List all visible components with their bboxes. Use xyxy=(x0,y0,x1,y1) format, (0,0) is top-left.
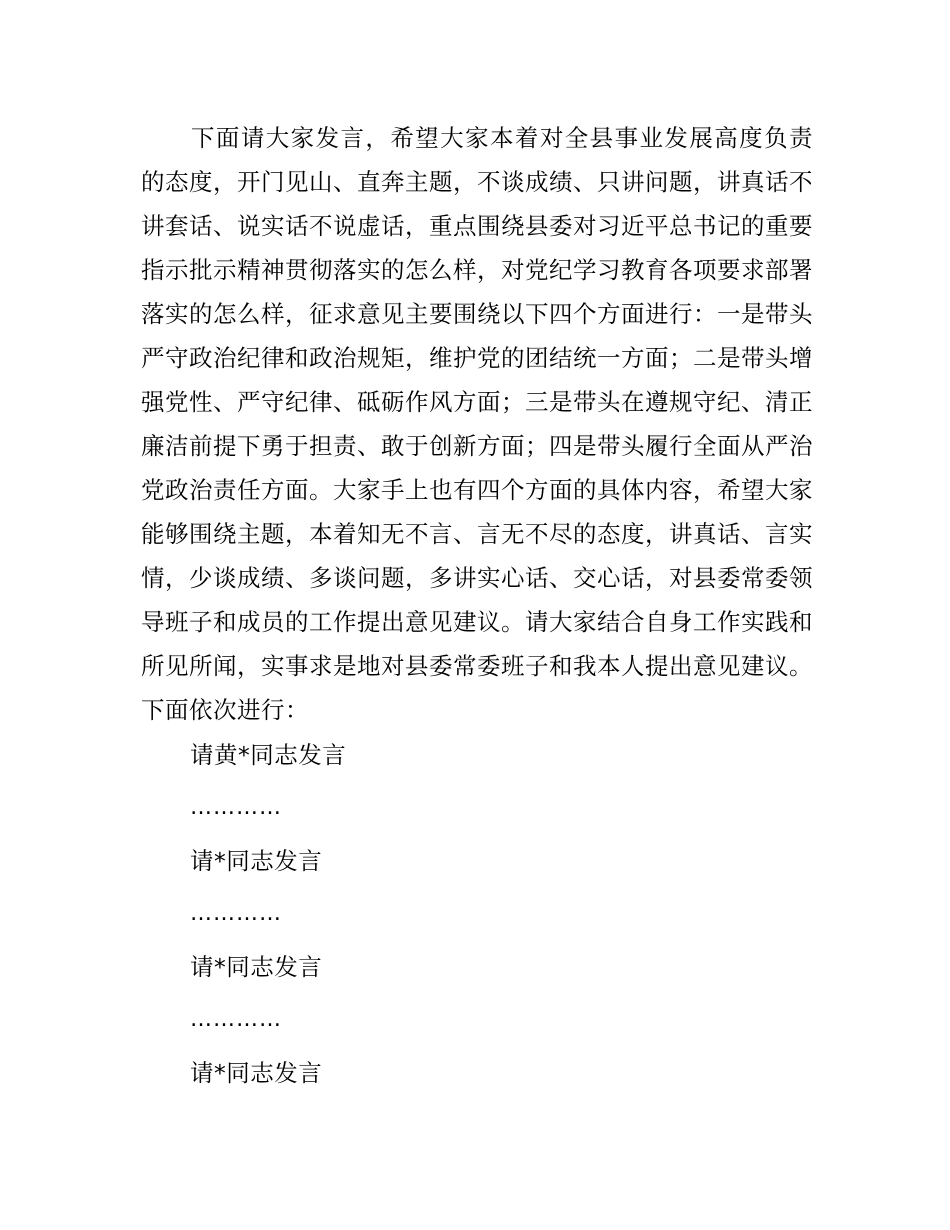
ellipsis-line-2: ………… xyxy=(190,901,282,926)
ellipsis-line-1: ………… xyxy=(190,795,282,820)
speaker-line-4: 请*同志发言 xyxy=(190,1059,323,1087)
speaker-line-2: 请*同志发言 xyxy=(190,847,323,875)
intro-paragraph: 下面请大家发言，希望大家本着对全县事业发展高度负责的态度，开门见山、直奔主题，不谈成绩、只讲问题，讲真话不讲套话、说实话不说虚话，重点围绕县委对习近平总书记的重要指示批示精神贯彻落实的怎么样，对党纪学习教育各项要求部署落实的怎么样，征求意见主要围绕以下四个方面进行：一是带头严守政治纪律和政治规矩，维护党的团结统一方面；二是带头增强党性、严守纪律、砥砺作风方面；三是带头在遵规守纪、清正廉洁前提下勇于担责、敢于创新方面；四是带头履行全面从严治党政治责任方面。大家手上也有四个方面的具体内容，希望大家能够围绕主题，本着知无不言、言无不尽的态度，讲真话、言实情，少谈成绩、多谈问题，多讲实心话、交心话，对县委常委领导班子和成员的工作提出意见建议。请大家结合自身工作实践和所见所闻，实事求是地对县委常委班子和我本人提出意见建议。下面依次进行： xyxy=(141,124,813,724)
speaker-line-1: 请黄*同志发言 xyxy=(190,741,347,769)
ellipsis-line-3: ………… xyxy=(190,1007,282,1032)
speaker-list xyxy=(190,735,790,1106)
speaker-line-3: 请*同志发言 xyxy=(190,953,323,981)
